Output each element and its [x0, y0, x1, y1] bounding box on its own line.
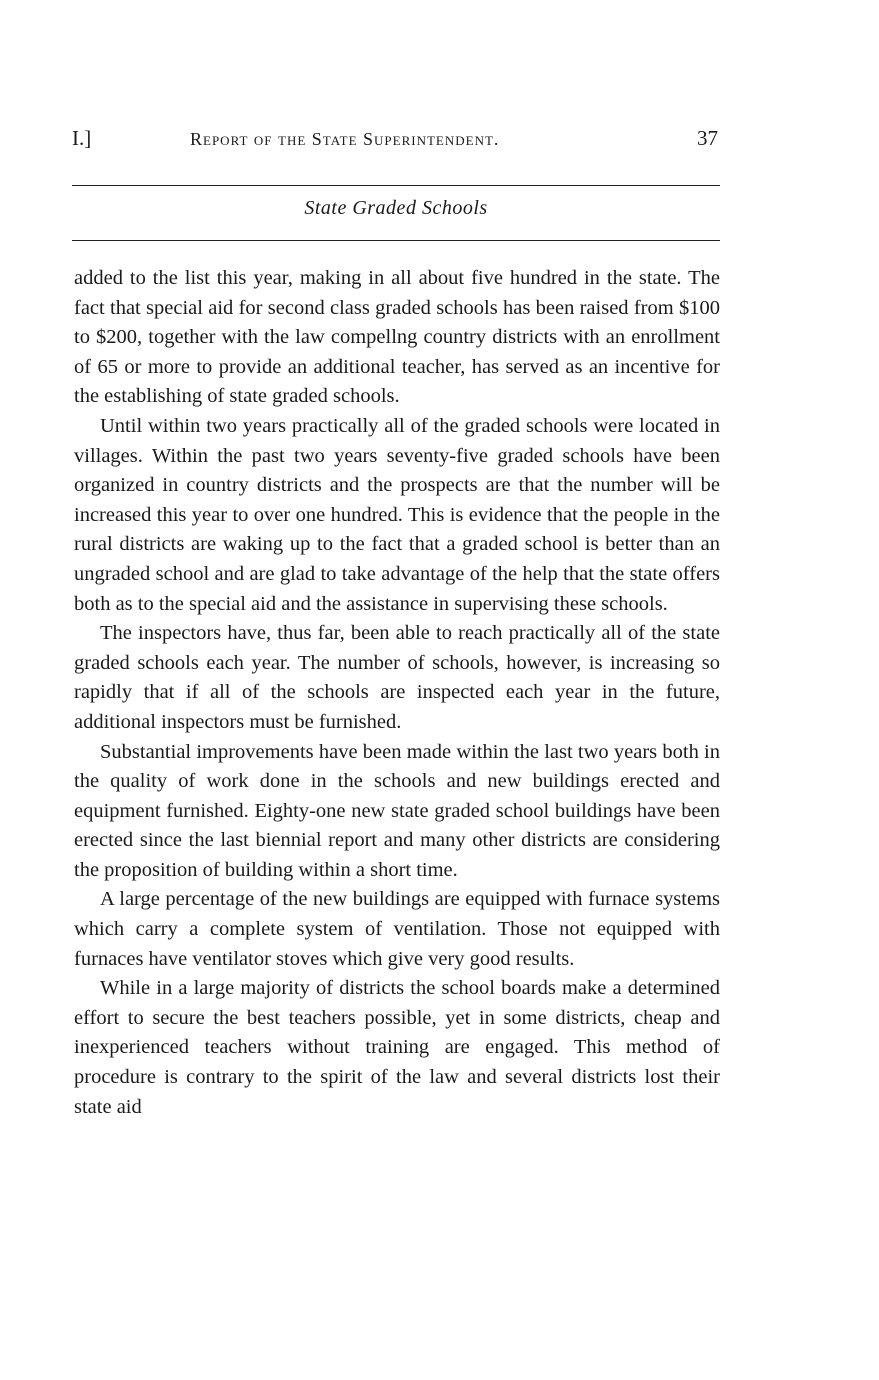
section-marker: I.] — [72, 126, 92, 150]
section-subheading: State Graded Schools — [304, 197, 488, 219]
paragraph: While in a large majority of districts the school boards make a determined effort to secure the best teachers possible, yet in some districts, cheap and inexperienced teachers without training are engaged. This method of procedure is contrary to the spirit of the law and several districts lost their state aid — [74, 977, 720, 1118]
running-header — [72, 126, 720, 156]
running-title: Report of the State Superintendent. — [190, 129, 500, 149]
paragraph: A large percentage of the new buildings are equipped with furnace systems which carry a complete system of ventilation. Those not equipped with furnaces have ventilator stoves which give very good results. — [74, 888, 720, 970]
page-number: 37 — [697, 126, 718, 150]
paragraph: Until within two years practically all of the graded schools were located in villages. Within the past two years seventy-five graded schools have been organized in country districts and the prospects are that the number will be increased this year to over one hundred. This is evidence that the people in the rural districts are waking up to the fact that a graded school is better than an ungraded school and are glad to take advantage of the help that the state offers both as to the special aid and the assistance in supervising these schools. — [74, 414, 720, 615]
paragraph-continued: added to the list this year, making in all about five hundred in the state. The fact that special aid for second class graded schools has been raised from $100 to $200, together with the law compellng country districts with an enrollment of 65 or more to provide an additional teacher, has served as an incentive for the establishing of state graded schools. — [74, 267, 720, 408]
header-rule-bottom — [72, 240, 720, 241]
paragraph: The inspectors have, thus far, been able to reach practically all of the state graded schools each year. The number of schools, however, is increasing so rapidly that if all of the schools are inspected each year in the future, additional inspectors must be furnished. — [74, 622, 720, 733]
paragraph: Substantial improvements have been made within the last two years both in the quality of work done in the schools and new buildings erected and equipment furnished. Eighty-one new state graded school buildings have been erected since the last biennial report and many other districts are considering the proposition of building within a short time. — [74, 740, 720, 881]
body-text — [74, 264, 720, 1122]
header-rule-top — [72, 185, 720, 186]
